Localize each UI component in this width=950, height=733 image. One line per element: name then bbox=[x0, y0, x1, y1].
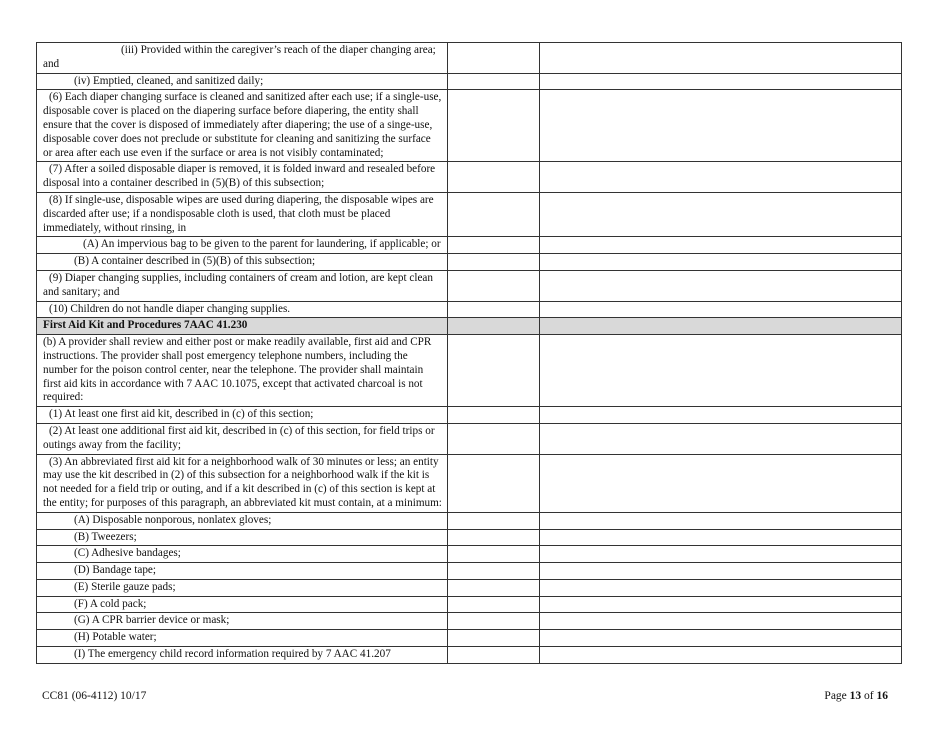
compliance-cell[interactable] bbox=[448, 254, 540, 271]
requirement-row bbox=[37, 43, 902, 74]
requirement-text: (b) A provider shall review and either post or make readily available, first aid and CPR instructions. The provider shall post emergency telephone numbers, including the number for the poison control center, near the telephone. The provider shall maintain first aid kits in accordance with 7 AAC 10.1075, except that activated charcoal is not required: bbox=[37, 335, 448, 407]
compliance-cell[interactable] bbox=[448, 563, 540, 580]
compliance-cell[interactable] bbox=[448, 73, 540, 90]
requirement-text: (2) At least one additional first aid kit, described in (c) of this section, for field trips or outings away from the facility; bbox=[37, 423, 448, 454]
section-title: First Aid Kit and Procedures 7AAC 41.230 bbox=[37, 318, 448, 335]
requirement-text: (10) Children do not handle diaper changing supplies. bbox=[37, 301, 448, 318]
requirement-text: (B) A container described in (5)(B) of this subsection; bbox=[37, 254, 448, 271]
requirement-text: (D) Bandage tape; bbox=[37, 563, 448, 580]
compliance-cell[interactable] bbox=[448, 90, 540, 162]
compliance-cell[interactable] bbox=[448, 407, 540, 424]
section-header-row bbox=[37, 318, 902, 335]
comments-cell[interactable] bbox=[540, 407, 902, 424]
compliance-cell[interactable] bbox=[448, 512, 540, 529]
compliance-cell[interactable] bbox=[448, 270, 540, 301]
comments-cell[interactable] bbox=[540, 563, 902, 580]
requirement-row bbox=[37, 162, 902, 193]
comments-cell[interactable] bbox=[540, 546, 902, 563]
requirement-row bbox=[37, 270, 902, 301]
comments-cell[interactable] bbox=[540, 301, 902, 318]
comments-cell[interactable] bbox=[540, 43, 902, 74]
requirement-row bbox=[37, 529, 902, 546]
requirement-row bbox=[37, 237, 902, 254]
comments-cell[interactable] bbox=[540, 254, 902, 271]
comments-cell[interactable] bbox=[540, 90, 902, 162]
requirement-row bbox=[37, 512, 902, 529]
requirement-text: (A) Disposable nonporous, nonlatex gloves; bbox=[37, 512, 448, 529]
comments-cell[interactable] bbox=[540, 423, 902, 454]
compliance-cell[interactable] bbox=[448, 423, 540, 454]
page-of: of bbox=[861, 690, 877, 702]
comments-cell[interactable] bbox=[540, 596, 902, 613]
compliance-cell[interactable] bbox=[448, 529, 540, 546]
requirement-text: (H) Potable water; bbox=[37, 630, 448, 647]
requirement-row bbox=[37, 613, 902, 630]
page-total: 16 bbox=[876, 690, 888, 702]
requirement-text: (I) The emergency child record information required by 7 AAC 41.207 bbox=[37, 647, 448, 664]
compliance-cell[interactable] bbox=[448, 596, 540, 613]
requirement-row bbox=[37, 335, 902, 407]
requirement-row bbox=[37, 563, 902, 580]
compliance-cell[interactable] bbox=[448, 546, 540, 563]
comments-cell[interactable] bbox=[540, 512, 902, 529]
compliance-cell[interactable] bbox=[448, 579, 540, 596]
form-number: CC81 (06-4112) 10/17 bbox=[42, 690, 147, 702]
page-prefix: Page bbox=[824, 690, 850, 702]
comments-cell[interactable] bbox=[540, 192, 902, 236]
comments-cell[interactable] bbox=[540, 335, 902, 407]
page-current: 13 bbox=[849, 690, 862, 702]
requirement-text: (F) A cold pack; bbox=[37, 596, 448, 613]
requirement-text: (9) Diaper changing supplies, including containers of cream and lotion, are kept clean and sanitary; and bbox=[37, 270, 448, 301]
requirement-text: (1) At least one first aid kit, described in (c) of this section; bbox=[37, 407, 448, 424]
requirement-row bbox=[37, 407, 902, 424]
compliance-cell[interactable] bbox=[448, 301, 540, 318]
requirement-row bbox=[37, 596, 902, 613]
requirement-row bbox=[37, 73, 902, 90]
checklist-sheet bbox=[36, 42, 901, 664]
regulation-checklist-table bbox=[36, 42, 902, 664]
comments-cell[interactable] bbox=[540, 647, 902, 664]
requirement-text: (A) An impervious bag to be given to the parent for laundering, if applicable; or bbox=[37, 237, 448, 254]
compliance-cell[interactable] bbox=[448, 335, 540, 407]
requirement-text: (B) Tweezers; bbox=[37, 529, 448, 546]
comments-cell[interactable] bbox=[540, 630, 902, 647]
comments-cell[interactable] bbox=[540, 613, 902, 630]
compliance-cell[interactable] bbox=[448, 613, 540, 630]
requirement-row bbox=[37, 647, 902, 664]
requirement-row bbox=[37, 254, 902, 271]
requirement-row bbox=[37, 301, 902, 318]
requirement-row bbox=[37, 546, 902, 563]
requirement-text: (iii) Provided within the caregiver’s reach of the diaper changing area; and bbox=[37, 43, 448, 74]
requirement-text: (iv) Emptied, cleaned, and sanitized daily; bbox=[37, 73, 448, 90]
comments-cell[interactable] bbox=[540, 318, 902, 335]
comments-cell[interactable] bbox=[540, 73, 902, 90]
compliance-cell[interactable] bbox=[448, 318, 540, 335]
requirement-text: (6) Each diaper changing surface is cleaned and sanitized after each use; if a single-use, disposable cover is placed on the diapering surface before diapering, the entity shall ensure that the cover is disposed of immediately after diapering; the use of a singe-use, disposable cover does not preclude or substitute for cleaning and sanitizing the surface or area after each use even if the surface or area is not visibly contaminated; bbox=[37, 90, 448, 162]
requirement-text: (E) Sterile gauze pads; bbox=[37, 579, 448, 596]
requirement-row bbox=[37, 579, 902, 596]
requirement-text: (C) Adhesive bandages; bbox=[37, 546, 448, 563]
requirement-text: (7) After a soiled disposable diaper is removed, it is folded inward and resealed before disposal into a container described in (5)(B) of this subsection; bbox=[37, 162, 448, 193]
requirement-row bbox=[37, 423, 902, 454]
requirement-row bbox=[37, 630, 902, 647]
requirement-text: (8) If single-use, disposable wipes are used during diapering, the disposable wipes are discarded after use; if a nondisposable cloth is used, that cloth must be placed immediately, without rinsing, in bbox=[37, 192, 448, 236]
compliance-cell[interactable] bbox=[448, 454, 540, 512]
requirement-row bbox=[37, 192, 902, 236]
compliance-cell[interactable] bbox=[448, 630, 540, 647]
comments-cell[interactable] bbox=[540, 162, 902, 193]
comments-cell[interactable] bbox=[540, 454, 902, 512]
comments-cell[interactable] bbox=[540, 237, 902, 254]
requirement-row bbox=[37, 90, 902, 162]
compliance-cell[interactable] bbox=[448, 647, 540, 664]
comments-cell[interactable] bbox=[540, 529, 902, 546]
compliance-cell[interactable] bbox=[448, 192, 540, 236]
compliance-cell[interactable] bbox=[448, 43, 540, 74]
compliance-cell[interactable] bbox=[448, 237, 540, 254]
comments-cell[interactable] bbox=[540, 579, 902, 596]
page-number bbox=[824, 690, 888, 702]
compliance-cell[interactable] bbox=[448, 162, 540, 193]
requirement-row bbox=[37, 454, 902, 512]
requirement-text: (3) An abbreviated first aid kit for a neighborhood walk of 30 minutes or less; an entity may use the kit described in (2) of this subsection for a neighborhood walk if the kit is not needed for a field trip or outing, and if a kit described in (c) of this section is kept at the entity; for purposes of this paragraph, an abbreviated kit must contain, at a minimum: bbox=[37, 454, 448, 512]
comments-cell[interactable] bbox=[540, 270, 902, 301]
requirement-text: (G) A CPR barrier device or mask; bbox=[37, 613, 448, 630]
